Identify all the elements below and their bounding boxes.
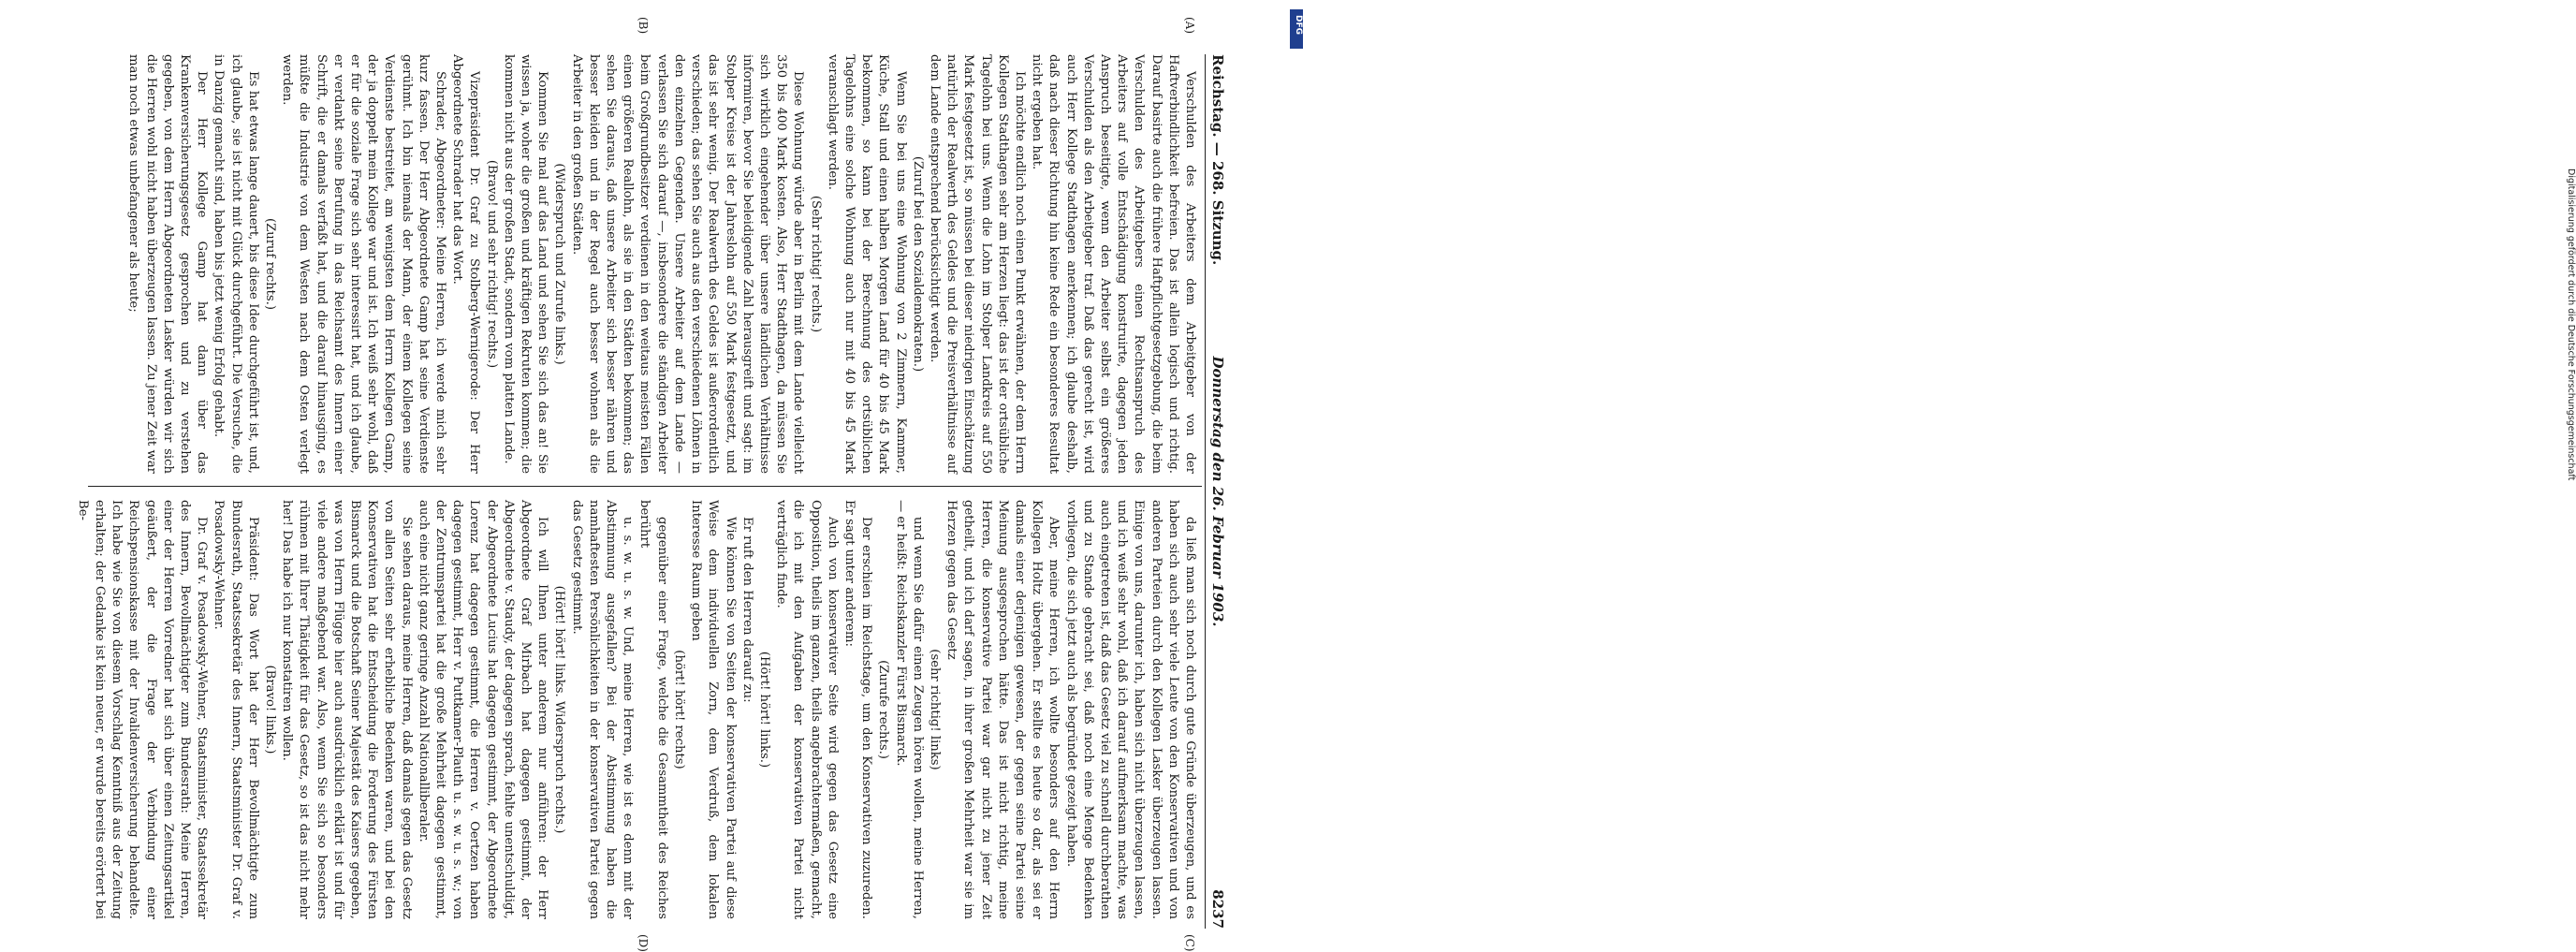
interjection: (hört! hört! rechts) [671,650,686,769]
paragraph: Sie sehen daraus, meine Herren, daß damals gegen das Gesetz von allen Seiten sehr erhebliche Bedenken waren, und bei den Konservativen hat die Entscheidung die Forderung des Fürsten Bismarck und die Botschaft Seiner Majestät des Kaisers gegeben, was von Herrn Flügge hier auch ausdrücklich erklärt ist und für viele andere maßgebend war. Also, wenn Sie sich so besonders rühmen mit Ihrer Thätigkeit für das Gesetz, so ist das nicht mehr her! Das habe ich nur konstatiren wollen. [280,500,414,919]
speaker-paragraph: Schrader, Abgeordneter: Meine Herren, ich werde mich sehr kurz fassen. Der Herr Abgeordnete Gamp hat seine Verdienste gerühmt. Ich bin niemals der Mann, der einem Kollegen seine Verdienste bestreitet, am wenigsten dem Herrn Kollegen Gamp, der ja doppelt mein Kollege war und ist. Ich weiß sehr wohl, daß er für die soziale Frage sich sehr interessirt hat, und ich glaube, er verdankt seine Berufung in das Reichsamt des Innern einer Schrift, die er damals verfaßt hat, und die darauf hinausging, es müßte die Industrie von dem Westen nach dem Osten verlegt werden. [280,54,448,474]
paragraph: und wenn Sie dafür einen Zeugen hören wollen, meine Herren, — er heißt: Reichskanzler Fürst Bismarck. [893,500,925,919]
margin-marker-c: (C) [1183,934,1196,952]
digitization-credit: Digitalisierung gefördert durch die Deutsche Forschungsgemeinschaft [2566,168,2576,481]
interjection: (Widerspruch und Zurufe links.) [552,163,567,365]
paragraph: u. s. w. u. s. w. Und, meine Herren, wie ist es denn mit der Abstimmung ausgefallen? Bei der Abstimmung haben die namhaftesten Persönlichkeiten in der konservativen Partei gegen das Gesetz gestimmt. [569,500,636,919]
header-date: Donnerstag den 26. Februar 1903. [1209,356,1226,627]
interjection: (Hört! hört! links.) [756,651,771,769]
interjection: (Hört! hört! links. Widerspruch rechts.) [552,585,567,834]
rotated-page [75,17,1230,952]
margin-marker-a: (A) [1183,17,1196,35]
interjection: (Sehr richtig! rechts.) [808,195,823,333]
paragraph: Der Herr Kollege Gamp hat dann über das Krankenversicherungsgesetz gesprochen und zu verstehen gegeben, von dem Herrn Abgeordneten Lasker würden wir sich die Herren wohl nicht haben überzeugen lassen. Zu jener Zeit war man noch etwas unbefangener als heute; [126,54,210,474]
paragraph: Aber, meine Herren, ich wollte besonders auf den Herrn Kollegen Holtz übergehen. Er stellte es heute so dar, als sei er damals einer derjenigen gewesen, der gegen seine Partei seine Meinung ausgesprochen hätte. Das ist nicht richtig, meine Herren, die konservative Partei war gar nicht zu jener Zeit getheilt, und ich darf sagen, in ihrer großen Mehrheit war sie im Herzen gegen das Gesetz [944,500,1061,919]
margin-marker-b: (B) [637,17,650,35]
quote: gegenüber einer Frage, welche die Gesammtheit des Reiches berührt [637,500,669,919]
quote: Auch von konservativer Seite wird gegen das Gesetz eine Opposition, theils im ganzen, theils angebrachtermaßen, gemacht, die ich mit den Aufgaben der konservativen Partei nicht verträglich finde. [774,500,840,919]
page-number: 8237 [1209,889,1226,929]
right-column [75,500,1198,919]
interjection: (Zuruf rechts.) [263,217,278,311]
paragraph: Diese Wohnung würde aber in Berlin mit dem Lande vielleicht 350 bis 400 Mark kosten. Also, Herr Stadthagen, da müssen Sie sich wirklich eingehender über unsere ländlichen Verhältnisse informiren, bevor Sie beleidigende Zahl herausgreift und sagt: im Stolper Kreise ist der Jahreslohn auf 550 Mark festgesetzt, und das ist sehr wenig. Der Realwerth des Geldes ist außerordentlich verschieden; das sehen Sie auch aus den verschiedenen Löhnen in den einzelnen Gegenden. Unsere Arbeiter auf dem Lande — verlassen Sie sich darauf —, insbesondere die ständigen Arbeiter beim Großgrundbesitzer verdienen in den weitaus meisten Fällen einen größeren Reallohn, als sie in den Städten bekommen; das sehen Sie daraus, daß unsere Arbeiter sich besser nähren und besser kleiden und in der Regel auch besser wohnen als die Arbeiter in den großen Städten. [569,54,806,474]
speaker-paragraph: Präsident: Das Wort hat der Herr Bevollmächtigte zum Bundesrath, Staatssekretär des Innern, Staatsminister Dr. Graf v. Posadowsky-Wehner. [212,500,260,919]
paragraph: Ich möchte endlich noch einen Punkt erwähnen, der dem Herrn Kollegen Stadthagen sehr am Herzen liegt: das ist der ortsübliche Tagelohn bei uns. Wenn die Lohn im Stolper Landkreis auf 550 Mark festgesetzt ist, so müssen bei dieser niedrigen Einschätzung natürlich der Realwerth des Geldes und die Preisverhältnisse auf dem Lande entsprechend berücksichtigt werden. [927,54,1027,474]
dfg-logo: DFG [1290,9,1303,49]
quote: Wie können Sie von Seiten der konservativen Partei auf diese Weise dem individuellen Zorn, dem Verdruß, dem lokalen Interesse Raum geben [689,500,738,919]
paragraph: Verschulden des Arbeiters dem Arbeitgeber von der Haftverbindlichkeit befreien. Das ist allein logisch und richtig. Darauf basirte auch die frühere Haftpflichtgesetzgebung, die beim Verschulden des Arbeitgebers einen Rechtsanspruch des Arbeiters auf volle Entschädigung konstruirte, dagegen jeden Anspruch beseitigte, wenn den Arbeiter selbst ein größeres Verschulden als den Arbeitgeber traf. Daß das gerecht ist, wird auch Herr Kollege Stadthagen anerkennen; ich glaube deshalb, daß nach dieser Richtung hin keine Rede ein besonderes Resultat nicht ergeben hat. [1030,54,1197,474]
paragraph: Er ruft den Herren darauf zu: [739,517,754,703]
interjection: (Zuruf bei den Sozialdemokraten.) [910,155,925,373]
page-header [1205,54,1230,929]
paragraph: Der erschien im Reichstage, um den Konservativen zuzureden. Er sagt unter anderem: [842,500,874,919]
interjection: (Bravo! und sehr richtig! rechts.) [484,159,499,369]
interjection: (Bravo! links.) [263,665,278,754]
paragraph: Kommen Sie mal auf das Land und sehen Sie sich das an! Sie wissen ja, woher die großen und kräftigen Rekruten kommen; die kommen nicht aus der großen Stadt, sondern vom platten Lande. [501,54,550,474]
column-divider [88,486,1202,487]
paragraph: Ich will Ihnen unter anderem nur anführen: der Herr Abgeordnete Graf Mirbach hat dagegen gestimmt, der Abgeordnete v. Staudy, der dagegen sprach, fehlte unentschuldigt, der Abgeordnete Lucius hat dagegen gestimmt, der Abgeordnete Lorenz hat dagegen gestimmt, die Herren v. Oertzen haben dagegen gestimmt, Herr v. Puttkamer-Plauth u. s. w. u. s. w.; von der Zentrumspartei hat die große Mehrheit dagegen gestimmt, auch eine nicht ganz geringe Anzahl Nationalliberaler. [416,500,550,919]
paragraph: da ließ man sich noch durch gute Gründe überzeugen, und es haben sich auch sehr viele Leute von den Konservativen und von anderen Parteien durch den Kollegen Lasker überzeugen lassen. Einige von uns, darunter ich, haben sich nicht überzeugen lassen, und ich weiß sehr wohl, daß ich darauf aufmerksam machte, was auch eingetreten ist, daß das Gesetz viel zu schnell durchberathen und zu Stande gebracht sei, daß noch eine Menge Bedenken vorliegen, die sich jetzt auch als begründet gezeigt haben. [1063,500,1197,919]
speaker-paragraph: Vizepräsident Dr. Graf zu Stolberg-Wernigerode: Der Herr Abgeordnete Schrader hat das Wort. [450,54,482,474]
margin-marker-d: (D) [637,934,650,952]
interjection: (sehr richtig! links) [927,649,942,770]
left-column [94,54,1198,474]
speaker-paragraph: Dr. Graf v. Posadowsky-Wehner, Staatsminister, Staatssekretär des Innern, Bevollmächtigter zum Bundesrath: Meine Herren, einer der Herren Vorredner hat sich über einen Zeitungsartikel geäußert, der die Frage der Verbindung einer Reichspensionskasse mit der Invalidenversicherung behandelte. Ich habe wie Sie von diesem Vorschlag Kenntniß aus der Zeitung erhalten; der Gedanke ist kein neuer, er wurde bereits erörtert bei Be- [75,500,210,919]
interjection: (Zurufe rechts.) [876,660,891,759]
digitization-sidebar [1284,0,2576,936]
paragraph: Es hat etwas lange dauert, bis diese Idee durchgeführt ist, und, ich glaube, sie ist nicht mit Glück durchgeführt. Die Versuche, die in Danzig gemacht sind, haben bis jetzt wenig Erfolg gehabt. [212,54,260,474]
paragraph: Wenn Sie bei uns eine Wohnung von 2 Zimmern, Kammer, Küche, Stall und einen halben Morgen Land für 40 bis 45 Mark bekommen, so kann bei der Berechnung des ortsüblichen Tagelohns eine solche Wohnung auch nur mit 40 bis 45 Mark veranschlagt werden. [825,54,908,474]
header-left: Reichstag. — 268. Sitzung. [1209,54,1226,266]
